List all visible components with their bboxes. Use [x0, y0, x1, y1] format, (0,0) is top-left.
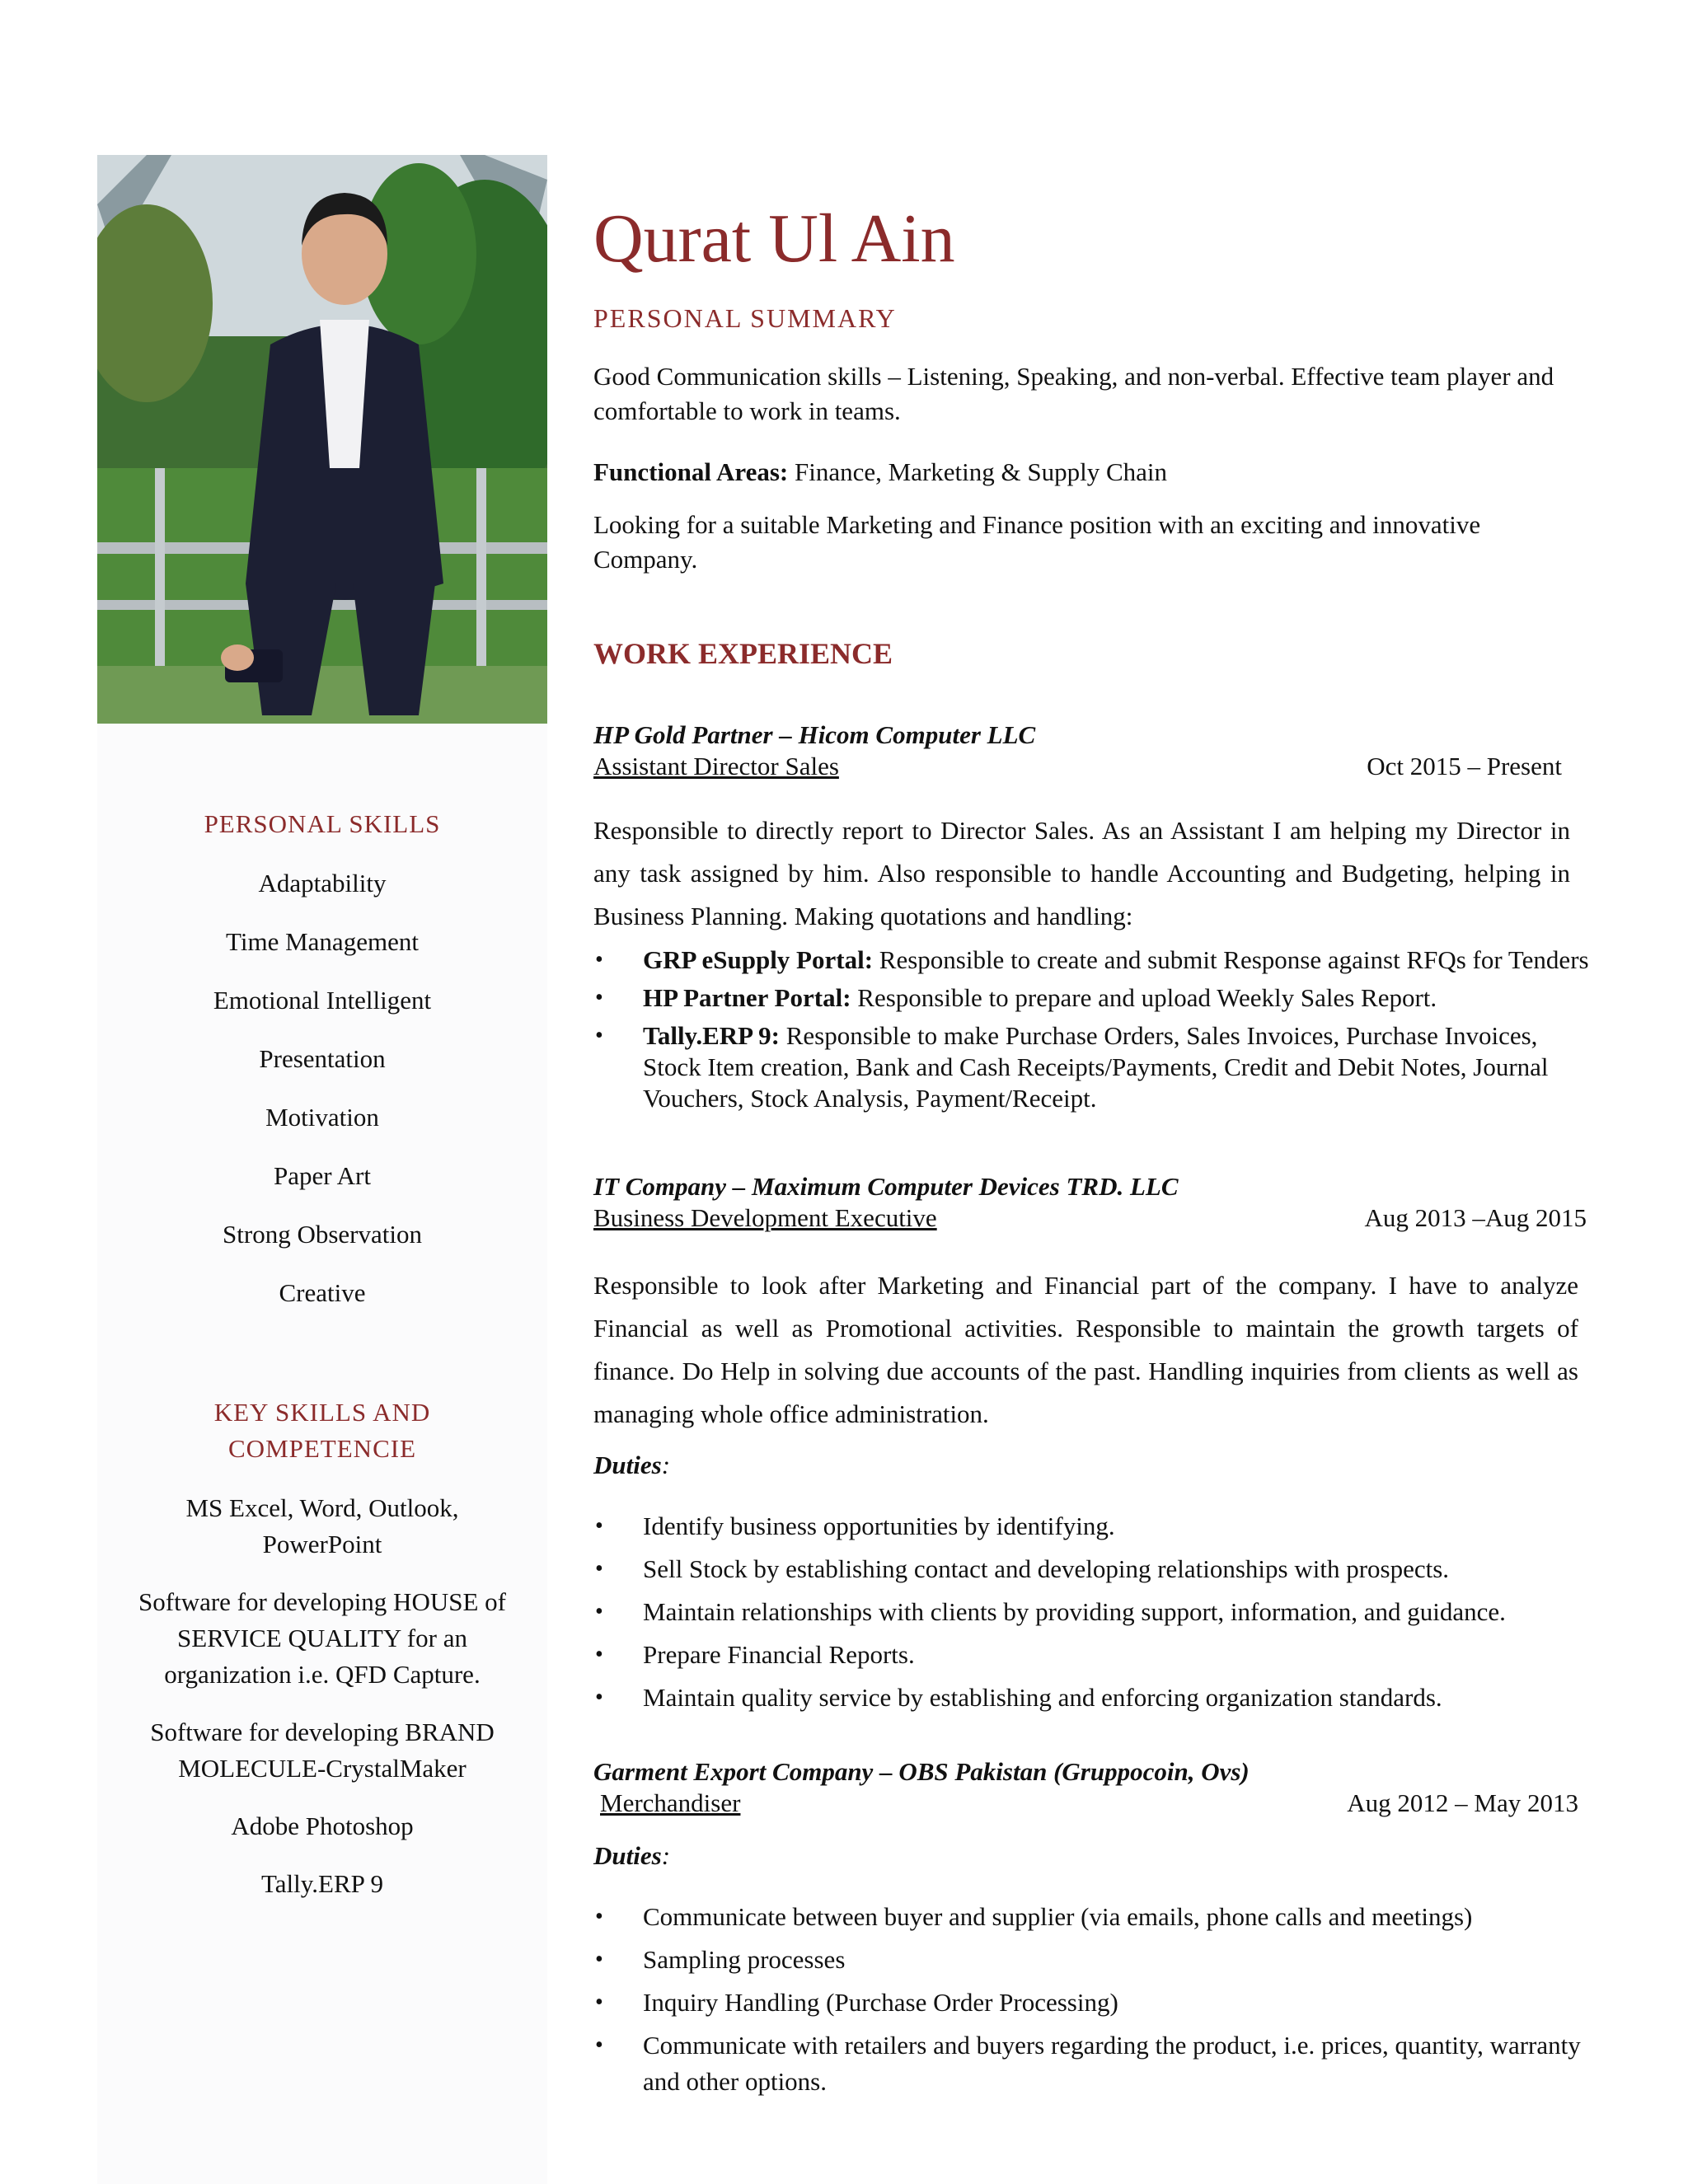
- key-skill-item: Software for developing BRAND MOLECULE-CrystalMaker: [150, 1718, 495, 1783]
- bullet-icon: •: [595, 1947, 603, 1972]
- job-role: Assistant Director Sales: [593, 752, 839, 780]
- duties-label-text: Duties: [593, 1451, 662, 1479]
- key-skill-item: Adobe Photoshop: [231, 1811, 414, 1840]
- personal-skill-item: Strong Observation: [223, 1220, 422, 1249]
- bullet-text: Responsible to create and submit Response against RFQs for Tenders: [873, 945, 1589, 974]
- bullet-text: Responsible to prepare and upload Weekly Sales Report.: [851, 983, 1437, 1012]
- list-item: [593, 1594, 1591, 1630]
- duties-label: Duties:: [593, 1451, 671, 1479]
- duty-text: Inquiry Handling (Purchase Order Processing): [643, 1988, 1118, 2017]
- list-item: [593, 1508, 1591, 1544]
- list-item: [593, 1680, 1591, 1716]
- list-item: [593, 1551, 1591, 1587]
- job-bullets: [593, 944, 1591, 1121]
- bullet-text: Responsible to make Purchase Orders, Sales Invoices, Purchase Invoices, Stock Item creation, Bank and Cash Receipts/Payments, Credit and Debit Notes, Journal Vouchers, Stock Analysis, Payment/Receipt.: [643, 1021, 1549, 1113]
- duty-text: Communicate between buyer and supplier (via emails, phone calls and meetings): [643, 1902, 1473, 1931]
- key-skill-item: Tally.ERP 9: [261, 1869, 383, 1898]
- summary-heading: PERSONAL SUMMARY: [593, 303, 897, 333]
- candidate-name: Qurat Ul Ain: [593, 200, 955, 277]
- personal-skill-item: Time Management: [226, 927, 419, 956]
- bullet-label: Tally.ERP 9:: [643, 1021, 780, 1050]
- job-dates: Oct 2015 – Present: [1367, 752, 1562, 780]
- profile-photo: [97, 155, 547, 724]
- personal-skill-item: Paper Art: [274, 1161, 371, 1190]
- bullet-icon: •: [595, 985, 603, 1010]
- job-role-row: [593, 752, 1587, 781]
- job-role-row: [593, 1788, 1578, 1818]
- job-dates: Aug 2013 –Aug 2015: [1364, 1203, 1587, 1232]
- key-skills-heading-text: KEY SKILLS AND COMPETENCIE: [213, 1398, 431, 1463]
- list-item: [593, 1942, 1591, 1978]
- duties-label-text: Duties: [593, 1841, 662, 1870]
- bullet-icon: •: [595, 1513, 603, 1539]
- bullet-label: HP Partner Portal:: [643, 983, 851, 1012]
- functional-areas: [593, 455, 1578, 490]
- bullet-icon: •: [595, 1685, 603, 1710]
- functional-areas-value: Finance, Marketing & Supply Chain: [788, 457, 1168, 486]
- bullet-icon: •: [595, 1990, 603, 2015]
- personal-skills-heading: PERSONAL SKILLS: [204, 809, 441, 838]
- job-description: Responsible to directly report to Director Sales. As an Assistant I am helping my Director in any task assigned by him. Also responsible to handle Accounting and Budgeting, helping in Business Planning. Making quotations and handling:: [593, 816, 1570, 930]
- personal-skill-item: Emotional Intelligent: [213, 986, 432, 1015]
- bullet-label: GRP eSupply Portal:: [643, 945, 874, 974]
- key-skill-item: MS Excel, Word, Outlook, PowerPoint: [185, 1493, 459, 1558]
- list-item: [593, 982, 1591, 1014]
- job-description: Responsible to look after Marketing and Financial part of the company. I have to analyze Financial as well as Promotional activities. Responsible to maintain the growth targets of finance. Do Help in solving due accounts of the past. Handling inquiries from clients as well as managing whole office administration.: [593, 1271, 1578, 1428]
- job-role-row: [593, 1203, 1587, 1233]
- job-company: Garment Export Company – OBS Pakistan (Gruppocoin, Ovs): [593, 1757, 1250, 1786]
- personal-skills-list: [97, 854, 547, 1322]
- bullet-icon: •: [595, 1642, 603, 1667]
- personal-skill-item: Presentation: [259, 1044, 386, 1073]
- bullet-icon: •: [595, 1904, 603, 1929]
- list-item: [593, 1899, 1591, 1935]
- functional-areas-label: Functional Areas:: [593, 457, 789, 486]
- work-experience-heading: WORK EXPERIENCE: [593, 637, 893, 670]
- personal-skill-item: Creative: [279, 1278, 366, 1307]
- duty-text: Prepare Financial Reports.: [643, 1640, 915, 1669]
- duty-text: Identify business opportunities by identifying.: [643, 1511, 1115, 1540]
- bullet-icon: •: [595, 1023, 603, 1048]
- list-item: [593, 2027, 1591, 2100]
- duty-text: Sell Stock by establishing contact and developing relationships with prospects.: [643, 1554, 1450, 1583]
- bullet-icon: •: [595, 1556, 603, 1582]
- key-skills-list: [97, 1490, 547, 1924]
- duty-text: Maintain quality service by establishing and enforcing organization standards.: [643, 1683, 1442, 1712]
- job-company: HP Gold Partner – Hicom Computer LLC: [593, 720, 1036, 749]
- objective-text: Looking for a suitable Marketing and Finance position with an exciting and innovative Company.: [593, 510, 1481, 574]
- key-skill-item: Software for developing HOUSE of SERVICE QUALITY for an organization i.e. QFD Capture.: [138, 1587, 506, 1689]
- duty-text: Maintain relationships with clients by providing support, information, and guidance.: [643, 1597, 1506, 1626]
- job-role: Business Development Executive: [593, 1203, 937, 1232]
- list-item: [593, 1020, 1591, 1114]
- list-item: [593, 1985, 1591, 2021]
- bullet-icon: •: [595, 947, 603, 972]
- job-role: Merchandiser: [600, 1788, 741, 1817]
- list-item: [593, 1637, 1591, 1673]
- bullet-icon: •: [595, 2032, 603, 2058]
- personal-skill-item: Motivation: [265, 1103, 379, 1132]
- job-company: IT Company – Maximum Computer Devices TRD. LLC: [593, 1172, 1179, 1201]
- key-skills-heading: [97, 1394, 547, 1467]
- personal-skill-item: Adaptability: [258, 869, 387, 898]
- duty-list: [593, 1508, 1591, 1722]
- duty-list: [593, 1899, 1591, 2107]
- duty-text: Sampling processes: [643, 1945, 846, 1974]
- summary-text: Good Communication skills – Listening, Speaking, and non-verbal. Effective team player and comfortable to work in teams.: [593, 362, 1554, 425]
- list-item: [593, 944, 1591, 976]
- job-dates: Aug 2012 – May 2013: [1347, 1788, 1578, 1817]
- duty-text: Communicate with retailers and buyers regarding the product, i.e. prices, quantity, warranty and other options.: [643, 2031, 1581, 2096]
- duties-label: Duties:: [593, 1841, 671, 1870]
- bullet-icon: •: [595, 1599, 603, 1624]
